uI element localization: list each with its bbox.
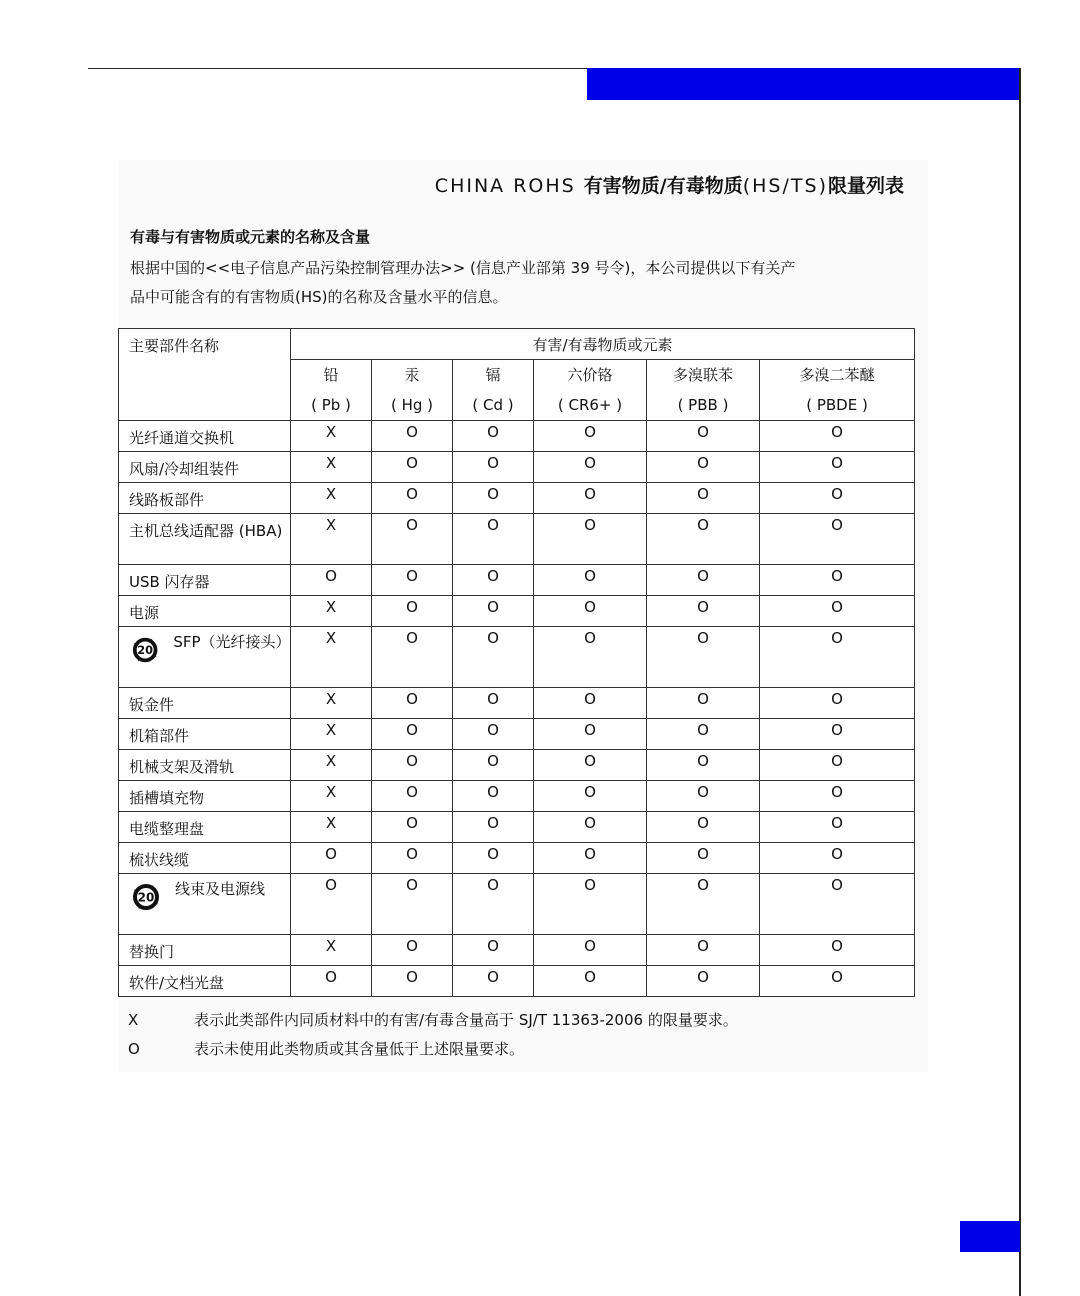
component-cell	[119, 565, 291, 596]
substance-symbol: ( PBB )	[677, 396, 729, 414]
substance-name: 多溴二苯醚	[799, 366, 875, 384]
component-cell	[119, 452, 291, 483]
eco-period-label: 20	[137, 643, 154, 658]
value-cell: O	[453, 596, 534, 627]
table-row	[119, 596, 915, 627]
value-cell: O	[534, 627, 647, 688]
value-cell: X	[291, 688, 372, 719]
title-separator: /	[659, 175, 667, 197]
header-accent-bar	[587, 68, 1020, 100]
intro-line-1: 根据中国的<<电子信息产品污染控制管理办法>> (信息产业部第 39 号令)，本公司提供以下有关产	[130, 259, 796, 277]
substance-name: 镉	[485, 366, 501, 384]
component-name: 机箱部件	[129, 727, 190, 745]
value-cell: O	[453, 627, 534, 688]
substance-name: 六价铬	[567, 366, 613, 384]
value-cell: O	[534, 452, 647, 483]
value-cell: O	[372, 565, 453, 596]
table-row	[119, 688, 915, 719]
title-part2: 有毒物质	[666, 175, 743, 197]
value-cell: O	[453, 750, 534, 781]
component-header: 主要部件名称	[119, 329, 291, 421]
value-cell: O	[534, 750, 647, 781]
value-cell: O	[647, 781, 760, 812]
component-name: 插槽填充物	[129, 789, 205, 807]
value-cell: O	[372, 596, 453, 627]
value-cell: O	[291, 966, 372, 997]
value-cell: O	[453, 421, 534, 452]
table-row	[119, 421, 915, 452]
value-cell: O	[647, 514, 760, 565]
component-cell	[119, 935, 291, 966]
value-cell: O	[534, 812, 647, 843]
value-cell: O	[647, 812, 760, 843]
component-cell	[119, 483, 291, 514]
legend-row	[128, 1035, 738, 1064]
value-cell: O	[760, 627, 915, 688]
eco-period-icon	[131, 882, 161, 912]
table-row	[119, 874, 915, 935]
value-cell: O	[372, 627, 453, 688]
value-cell: O	[760, 843, 915, 874]
value-cell: X	[291, 452, 372, 483]
component-cell	[119, 781, 291, 812]
value-cell: O	[372, 719, 453, 750]
substance-header-3	[534, 360, 647, 421]
table-row	[119, 781, 915, 812]
right-margin-rule	[1019, 68, 1021, 1296]
substance-symbol: ( CR6+ )	[557, 396, 623, 414]
component-name: 钣金件	[129, 696, 175, 714]
value-cell: O	[647, 565, 760, 596]
value-cell: O	[372, 781, 453, 812]
value-cell: O	[534, 719, 647, 750]
value-cell: O	[291, 843, 372, 874]
value-cell: O	[372, 874, 453, 935]
value-cell: O	[647, 627, 760, 688]
component-name: 风扇/冷却组装件	[129, 460, 240, 478]
value-cell: O	[534, 596, 647, 627]
value-cell: O	[534, 781, 647, 812]
substance-name: 铅	[323, 366, 339, 384]
component-name: 电源	[129, 604, 160, 622]
value-cell: O	[534, 514, 647, 565]
component-name: 软件/文档光盘	[129, 974, 225, 992]
value-cell: O	[760, 514, 915, 565]
component-cell	[119, 627, 291, 688]
value-cell: O	[372, 812, 453, 843]
value-cell: O	[534, 966, 647, 997]
value-cell: O	[534, 874, 647, 935]
table-row	[119, 514, 915, 565]
title-prefix: CHINA ROHS	[434, 175, 584, 197]
value-cell: X	[291, 781, 372, 812]
substances-header: 有害/有毒物质或元素	[291, 329, 915, 360]
table-row	[119, 452, 915, 483]
legend-text: 表示未使用此类物质或其含量低于上述限量要求。	[194, 1040, 525, 1058]
value-cell: O	[372, 421, 453, 452]
eco-period-label: 20	[137, 890, 155, 905]
value-cell: X	[291, 812, 372, 843]
value-cell: O	[453, 688, 534, 719]
value-cell: O	[760, 874, 915, 935]
value-cell: O	[647, 843, 760, 874]
value-cell: O	[760, 812, 915, 843]
value-cell: O	[534, 483, 647, 514]
legend-row	[128, 1006, 738, 1035]
component-name: 线路板部件	[129, 491, 205, 509]
component-name: 机械支架及滑轨	[129, 758, 235, 776]
legend	[128, 1006, 738, 1064]
value-cell: O	[372, 966, 453, 997]
value-cell: O	[647, 688, 760, 719]
substance-name: 汞	[404, 366, 420, 384]
value-cell: O	[372, 452, 453, 483]
table-row	[119, 565, 915, 596]
value-cell: O	[647, 596, 760, 627]
value-cell: O	[760, 750, 915, 781]
component-cell	[119, 688, 291, 719]
substance-header-1	[372, 360, 453, 421]
value-cell: X	[291, 627, 372, 688]
value-cell: O	[647, 935, 760, 966]
value-cell: O	[760, 719, 915, 750]
component-cell	[119, 874, 291, 935]
value-cell: O	[647, 874, 760, 935]
component-name: 光纤通道交换机	[129, 429, 235, 447]
component-cell	[119, 812, 291, 843]
substance-header-4	[647, 360, 760, 421]
value-cell: O	[647, 966, 760, 997]
value-cell: O	[760, 452, 915, 483]
legend-symbol: O	[128, 1040, 140, 1058]
table-row	[119, 966, 915, 997]
value-cell: O	[760, 688, 915, 719]
value-cell: O	[760, 565, 915, 596]
table-row	[119, 812, 915, 843]
value-cell: X	[291, 421, 372, 452]
substance-symbol: ( Cd )	[472, 396, 514, 414]
value-cell: X	[291, 596, 372, 627]
value-cell: X	[291, 719, 372, 750]
value-cell: O	[760, 596, 915, 627]
value-cell: O	[372, 843, 453, 874]
component-name: 梳状线缆	[129, 851, 190, 869]
value-cell: O	[647, 421, 760, 452]
value-cell: O	[760, 421, 915, 452]
value-cell: X	[291, 935, 372, 966]
value-cell: O	[760, 781, 915, 812]
legend-symbol: X	[128, 1011, 139, 1029]
title-part3: 限量列表	[827, 175, 904, 197]
component-name: 线束及电源线	[175, 880, 266, 898]
table-body	[119, 421, 915, 997]
value-cell: O	[372, 688, 453, 719]
substance-symbol: ( PBDE )	[806, 396, 868, 414]
footer-accent-bar	[960, 1221, 1020, 1252]
value-cell: O	[647, 750, 760, 781]
component-name: 替换门	[129, 943, 175, 961]
substance-header-5	[760, 360, 915, 421]
value-cell: X	[291, 514, 372, 565]
value-cell: O	[534, 935, 647, 966]
table-row	[119, 719, 915, 750]
value-cell: O	[372, 514, 453, 565]
table-row	[119, 483, 915, 514]
value-cell: O	[372, 935, 453, 966]
substance-name: 多溴联苯	[672, 366, 733, 384]
value-cell: O	[760, 935, 915, 966]
component-cell	[119, 596, 291, 627]
value-cell: O	[372, 750, 453, 781]
value-cell: O	[760, 483, 915, 514]
value-cell: O	[647, 719, 760, 750]
intro-paragraph	[130, 254, 910, 312]
value-cell: O	[453, 719, 534, 750]
value-cell: O	[453, 843, 534, 874]
value-cell: O	[647, 483, 760, 514]
table-row	[119, 627, 915, 688]
value-cell: O	[534, 421, 647, 452]
component-cell	[119, 421, 291, 452]
table-row	[119, 843, 915, 874]
legend-text: 表示此类部件内同质材料中的有害/有毒含量高于 SJ/T 11363-2006 的限量要求。	[194, 1011, 738, 1029]
value-cell: O	[453, 452, 534, 483]
substance-header-2	[453, 360, 534, 421]
component-name: USB 闪存器	[129, 573, 210, 591]
value-cell: O	[453, 514, 534, 565]
component-cell	[119, 514, 291, 565]
value-cell: X	[291, 750, 372, 781]
value-cell: O	[372, 483, 453, 514]
value-cell: O	[453, 966, 534, 997]
component-cell	[119, 966, 291, 997]
value-cell: O	[534, 688, 647, 719]
table-row	[119, 750, 915, 781]
page-title	[435, 171, 904, 198]
value-cell: O	[453, 483, 534, 514]
substance-symbol: ( Hg )	[390, 396, 434, 414]
value-cell: O	[291, 874, 372, 935]
value-cell: O	[291, 565, 372, 596]
value-cell: O	[453, 812, 534, 843]
section-heading: 有毒与有害物质或元素的名称及含量	[130, 228, 371, 246]
substance-symbol: ( Pb )	[311, 396, 351, 414]
substance-table	[118, 328, 915, 997]
component-name: SFP（光纤接头）	[173, 633, 291, 651]
value-cell: O	[453, 781, 534, 812]
component-cell	[119, 719, 291, 750]
component-cell	[119, 843, 291, 874]
title-part1: 有害物质	[583, 175, 660, 197]
value-cell: O	[534, 843, 647, 874]
title-abbrev: (HS/TS)	[742, 175, 828, 197]
value-cell: O	[453, 935, 534, 966]
component-cell	[119, 750, 291, 781]
eco-period-icon	[131, 635, 159, 665]
value-cell: O	[534, 565, 647, 596]
value-cell: O	[760, 966, 915, 997]
table-row	[119, 935, 915, 966]
value-cell: O	[647, 452, 760, 483]
value-cell: X	[291, 483, 372, 514]
substance-header-0	[291, 360, 372, 421]
value-cell: O	[453, 874, 534, 935]
component-name: 电缆整理盘	[129, 820, 205, 838]
component-name: 主机总线适配器 (HBA)	[129, 522, 283, 540]
value-cell: O	[453, 565, 534, 596]
intro-line-2: 品中可能含有的有害物质(HS)的名称及含量水平的信息。	[130, 288, 508, 306]
